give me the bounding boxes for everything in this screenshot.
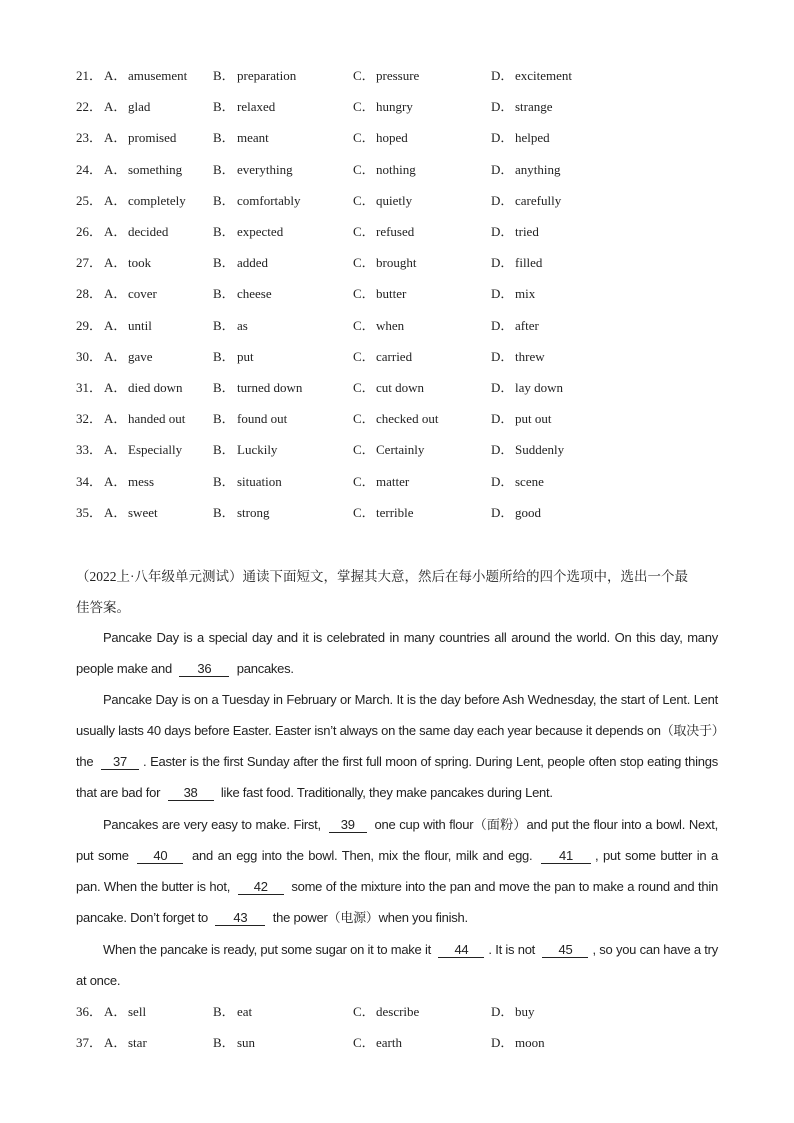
option-letter-a: A． [104, 442, 127, 458]
paragraph-text: the power（电源）when you finish. [272, 910, 468, 925]
option-letter-d: D． [491, 380, 514, 395]
option-c-text: earth [376, 1035, 402, 1051]
option-letter-a: A． [104, 348, 127, 364]
option-d-text: filled [515, 255, 543, 271]
question-row [0, 252, 794, 274]
paragraph-text: , put some butter in a pan. When the butter is hot, [76, 848, 718, 894]
question-row [0, 315, 794, 337]
option-letter-c: C． [353, 317, 375, 333]
option-letter-d: D． [491, 130, 514, 146]
option-letter-d: D． [491, 348, 514, 364]
question-number: 27． [76, 255, 103, 271]
option-letter-c: C． [353, 130, 375, 146]
option-a-text: glad [128, 99, 151, 115]
blank-42: 42 [238, 879, 284, 895]
question-number: 33． [76, 442, 103, 458]
option-letter-c: C． [353, 380, 375, 395]
option-letter-a: A． [104, 192, 127, 208]
blank-41: 41 [541, 848, 591, 864]
option-b-text: put [237, 348, 254, 364]
option-c-text: terrible [376, 504, 414, 520]
option-letter-a: A． [104, 380, 127, 395]
option-b-text: strong [237, 504, 270, 520]
option-a-text: died down [128, 380, 183, 395]
option-letter-a: A． [104, 224, 127, 239]
question-row [0, 65, 794, 87]
blank-44: 44 [438, 942, 484, 958]
option-b-text: cheese [237, 286, 272, 302]
question-number: 34． [76, 473, 103, 489]
question-number: 22． [76, 99, 103, 115]
option-a-text: sweet [128, 504, 158, 520]
question-row [0, 471, 794, 493]
option-c-text: pressure [376, 68, 420, 83]
question-number: 36． [76, 1004, 103, 1019]
question-number: 35． [76, 504, 103, 520]
option-letter-b: B． [213, 348, 235, 364]
option-letter-c: C． [353, 68, 375, 83]
option-b-text: found out [237, 411, 288, 427]
option-letter-b: B． [213, 1035, 235, 1051]
question-row [0, 408, 794, 430]
option-a-text: mess [128, 473, 154, 489]
option-letter-d: D． [491, 224, 514, 239]
option-letter-c: C． [353, 161, 375, 177]
option-d-text: tried [515, 224, 539, 239]
question-number: 37． [76, 1035, 103, 1051]
option-b-text: Luckily [237, 442, 278, 458]
option-a-text: handed out [128, 411, 186, 427]
blank-38: 38 [168, 785, 214, 801]
option-c-text: brought [376, 255, 417, 271]
paragraph-text: Pancake Day is a special day and it is celebrated in many countries all around the world. On this day, many people make and [76, 630, 718, 676]
question-row [0, 127, 794, 149]
option-d-text: scene [515, 473, 544, 489]
option-letter-b: B． [213, 473, 235, 489]
blank-45: 45 [542, 942, 588, 958]
paragraph-text: Pancakes are very easy to make. First, [103, 817, 321, 832]
option-b-text: comfortably [237, 192, 301, 208]
option-letter-b: B． [213, 286, 235, 302]
option-c-text: quietly [376, 192, 413, 208]
option-d-text: good [515, 504, 541, 520]
option-d-text: carefully [515, 192, 562, 208]
option-d-text: anything [515, 161, 561, 177]
option-letter-b: B． [213, 192, 235, 208]
option-letter-c: C． [353, 286, 375, 302]
option-letter-b: B． [213, 161, 235, 177]
blank-39: 39 [329, 817, 367, 833]
option-letter-c: C． [353, 99, 375, 115]
option-letter-b: B． [213, 99, 235, 115]
option-b-text: everything [237, 161, 293, 177]
question-number: 25． [76, 192, 103, 208]
option-letter-d: D． [491, 1035, 514, 1051]
option-a-text: promised [128, 130, 177, 146]
option-b-text: situation [237, 473, 282, 489]
option-letter-a: A． [104, 99, 127, 115]
question-number: 23． [76, 130, 103, 146]
option-letter-a: A． [104, 504, 127, 520]
option-a-text: took [128, 255, 152, 271]
option-letter-d: D． [491, 255, 514, 271]
option-letter-d: D． [491, 161, 514, 177]
option-b-text: expected [237, 224, 284, 239]
option-d-text: buy [515, 1004, 535, 1019]
option-d-text: helped [515, 130, 550, 146]
instructions-line-1: （2022上·八年级单元测试）通读下面短文，掌握其大意，然后在每小题所给的四个选项中，选出一个最 [76, 569, 688, 584]
question-number: 32． [76, 411, 103, 427]
option-letter-c: C． [353, 348, 375, 364]
option-a-text: sell [128, 1004, 147, 1019]
option-a-text: until [128, 317, 152, 333]
option-a-text: cover [128, 286, 157, 302]
option-b-text: sun [237, 1035, 256, 1051]
section-instructions [76, 561, 718, 623]
option-letter-c: C． [353, 224, 375, 239]
option-d-text: threw [515, 348, 545, 364]
question-number: 31． [76, 380, 103, 395]
option-letter-b: B． [213, 1004, 235, 1019]
option-c-text: matter [376, 473, 410, 489]
paragraph-text: . Easter is the first Sunday after the first full moon of spring. During Lent, people often stop eating things that are bad for [76, 754, 718, 800]
option-c-text: hoped [376, 130, 408, 146]
paragraph-text: . It is not [488, 942, 536, 957]
option-a-text: Especially [128, 442, 183, 458]
option-b-text: meant [237, 130, 269, 146]
option-letter-a: A． [104, 411, 127, 427]
question-row [0, 159, 794, 181]
option-c-text: checked out [376, 411, 439, 427]
question-row [0, 96, 794, 118]
option-d-text: moon [515, 1035, 545, 1051]
blank-37: 37 [101, 754, 139, 770]
paragraph-text: some of the mixture into the pan and move the pan to make a round and thin pancake. Don’t forget to [76, 879, 718, 925]
passage-paragraph-4 [76, 934, 718, 996]
option-letter-b: B． [213, 255, 235, 271]
option-letter-a: A． [104, 161, 127, 177]
option-a-text: gave [128, 348, 153, 364]
question-number: 21． [76, 68, 103, 83]
question-number: 30． [76, 348, 103, 364]
option-letter-b: B． [213, 130, 235, 146]
option-letter-b: B． [213, 68, 235, 83]
option-d-text: put out [515, 411, 552, 427]
option-b-text: relaxed [237, 99, 276, 115]
option-letter-c: C． [353, 1035, 375, 1051]
question-row [0, 1001, 794, 1023]
option-b-text: as [237, 317, 248, 333]
option-letter-d: D． [491, 411, 514, 427]
option-b-text: eat [237, 1004, 253, 1019]
paragraph-text: When the pancake is ready, put some sugar on it to make it [103, 942, 431, 957]
paragraph-text: one cup with flour（面粉）and put the flour into a bowl. Next, put some [76, 817, 718, 863]
option-c-text: refused [376, 224, 415, 239]
option-d-text: Suddenly [515, 442, 565, 458]
question-number: 26． [76, 224, 103, 239]
option-c-text: nothing [376, 161, 416, 177]
option-letter-b: B． [213, 442, 235, 458]
option-letter-c: C． [353, 255, 375, 271]
option-letter-c: C． [353, 192, 375, 208]
option-b-text: turned down [237, 380, 303, 395]
question-row [0, 221, 794, 243]
option-c-text: butter [376, 286, 407, 302]
paragraph-text: , so you can have a try at once. [76, 942, 718, 988]
option-letter-a: A． [104, 286, 127, 302]
option-letter-a: A． [104, 1035, 127, 1051]
option-letter-d: D． [491, 99, 514, 115]
option-letter-b: B． [213, 317, 235, 333]
option-letter-c: C． [353, 504, 375, 520]
option-c-text: when [376, 317, 405, 333]
instructions-line-2: 佳答案。 [76, 600, 130, 615]
option-letter-d: D． [491, 317, 514, 333]
passage-paragraph-3 [76, 809, 718, 933]
option-a-text: decided [128, 224, 169, 239]
question-row [0, 502, 794, 524]
paragraph-text: pancakes. [236, 661, 294, 676]
option-letter-d: D． [491, 68, 514, 83]
option-a-text: completely [128, 192, 186, 208]
option-c-text: cut down [376, 380, 425, 395]
question-row [0, 346, 794, 368]
blank-40: 40 [137, 848, 183, 864]
option-a-text: amusement [128, 68, 188, 83]
option-letter-b: B． [213, 504, 235, 520]
option-d-text: mix [515, 286, 536, 302]
option-letter-c: C． [353, 411, 375, 427]
option-letter-d: D． [491, 504, 514, 520]
option-d-text: excitement [515, 68, 573, 83]
option-letter-d: D． [491, 192, 514, 208]
question-number: 24． [76, 161, 103, 177]
option-letter-a: A． [104, 317, 127, 333]
paragraph-text: and an egg into the bowl. Then, mix the flour, milk and egg. [192, 848, 533, 863]
passage-paragraph-1 [76, 622, 718, 684]
option-letter-a: A． [104, 68, 127, 83]
option-letter-a: A． [104, 255, 127, 271]
option-d-text: strange [515, 99, 553, 115]
blank-36: 36 [179, 661, 229, 677]
passage-paragraph-2 [76, 684, 718, 808]
option-letter-c: C． [353, 473, 375, 489]
option-a-text: something [128, 161, 183, 177]
option-c-text: Certainly [376, 442, 425, 458]
option-letter-a: A． [104, 473, 127, 489]
option-a-text: star [128, 1035, 147, 1051]
paragraph-text: like fast food. Traditionally, they make pancakes during Lent. [220, 785, 553, 800]
option-c-text: describe [376, 1004, 420, 1019]
option-letter-a: A． [104, 130, 127, 146]
option-b-text: added [237, 255, 269, 271]
option-letter-c: C． [353, 1004, 375, 1019]
option-letter-d: D． [491, 1004, 514, 1019]
paragraph-text: Pancake Day is on a Tuesday in February or March. It is the day before Ash Wednesday, the start of Lent. Lent usually lasts 40 days before Easter. Easter isn’t always on the same day each year because it depends on（取决于）the [76, 692, 718, 769]
blank-43: 43 [215, 910, 265, 926]
question-number: 29． [76, 317, 103, 333]
option-c-text: hungry [376, 99, 413, 115]
question-number: 28． [76, 286, 103, 302]
option-d-text: lay down [515, 380, 564, 395]
option-letter-d: D． [491, 286, 514, 302]
option-letter-a: A． [104, 1004, 127, 1019]
option-letter-b: B． [213, 380, 235, 395]
option-letter-d: D． [491, 473, 514, 489]
question-row [0, 377, 794, 399]
option-c-text: carried [376, 348, 413, 364]
option-letter-b: B． [213, 411, 235, 427]
question-row [0, 190, 794, 212]
option-letter-b: B． [213, 224, 235, 239]
question-row [0, 283, 794, 305]
option-letter-c: C． [353, 442, 375, 458]
option-letter-d: D． [491, 442, 514, 458]
question-row [0, 1032, 794, 1054]
option-d-text: after [515, 317, 539, 333]
question-row [0, 439, 794, 461]
option-b-text: preparation [237, 68, 297, 83]
